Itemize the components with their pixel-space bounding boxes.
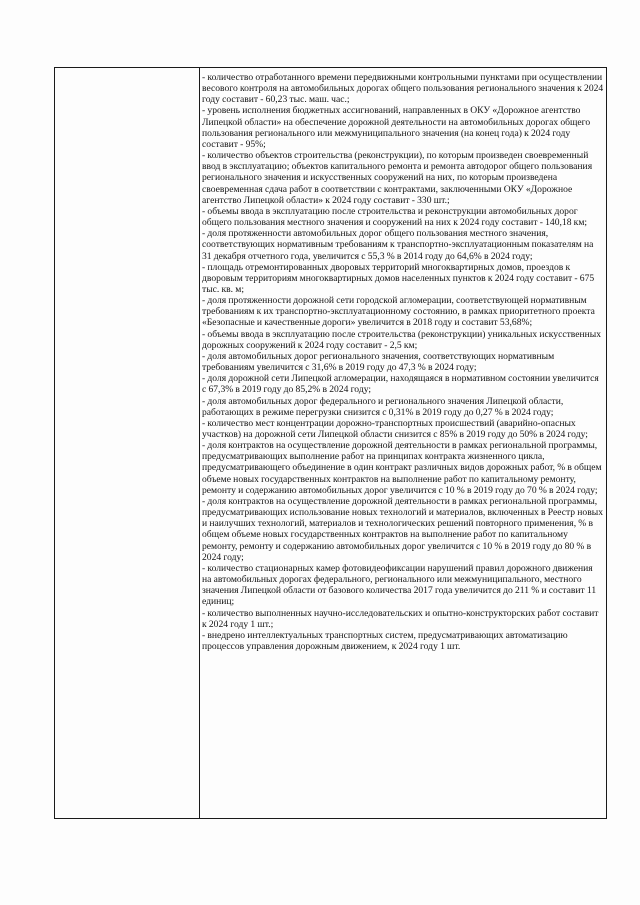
indicator-item: - объемы ввода в эксплуатацию после строительства (реконструкции) уникальных искусственных дорожных сооружений к 2024 году составит - 2,5 км; [202, 328, 602, 351]
indicator-item: - количество выполненных научно-исследовательских и опытно-конструкторских работ составит к 2024 году 1 шт.; [202, 607, 599, 630]
indicator-item: - доля автомобильных дорог регионального значения, соответствующих нормативным требованиям увеличится с 31,6% в 2019 году до 47,3 % в 2024 году; [202, 350, 555, 374]
indicator-item: - доля контрактов на осуществление дорожной деятельности в рамках региональной программы, предусматривающих использование новых технологий и материалов, включенных в Реестр новых и наилучших технологий, материалов и технологических решений повторного применения, % в общем объеме новых государственных контрактов на выполнение работ по капитальному ремонту, ремонту и содержанию автомобильных дорог увеличится с 10 % в 2019 году до 80 % в 2024 году; [202, 495, 604, 563]
indicator-item: - доля автомобильных дорог федерального и регионального значения Липецкой области, работающих в режиме перегрузки снизится с 0,31% в 2019 году до 0,27 % в 2024 году; [202, 395, 564, 418]
indicator-item: - доля дорожной сети Липецкой агломерации, находящаяся в нормативном состоянии увеличится с 67,3% в 2019 году до 85,2% в 2024 году; [202, 373, 599, 396]
indicator-item: - количество отработанного времени передвижными контрольными пунктами при осуществлении весового контроля на автомобильных дорогах общего пользования регионального значения к 2024 году составит - 60,23 тыс. маш. час.; [202, 72, 604, 106]
indicator-item: - количество объектов строительства (реконструкции), по которым произведен своевременный ввод в эксплуатацию; объектов капитального ремонта и ремонта автодорог общего пользования регионального значения и искусственных сооружений на них, по которым произведена своевременная сдача работ в соответствии с контрактами, заключенными ОКУ «Дорожное агентство Липецкой области» к 2024 году составит - 330 шт.; [202, 150, 593, 206]
indicator-item: - доля контрактов на осуществление дорожной деятельности в рамках региональной программы, предусматривающих выполнение работ на принципах контракта жизненного цикла, предусматривающего объединение в один контракт различных видов дорожных работ, % в общем объеме новых государственных контрактов на выполнение работ по капитальному ремонту, ремонту и содержанию автомобильных дорог увеличится с 10 % в 2019 году до 70 % в 2024 году; [202, 440, 602, 496]
table-right-cell [202, 72, 604, 816]
indicator-item: - внедрено интеллектуальных транспортных систем, предусматривающих автоматизацию процессов управления дорожным движением, к 2024 году 1 шт. [202, 629, 568, 652]
indicator-item: - количество стационарных камер фотовидеофиксации нарушений правил дорожного движения на автомобильных дорогах федерального, регионального или межмуниципального, местного значения Липецкой области от базового количества 2017 года увеличится до 211 % и составит 11 единиц; [202, 562, 597, 608]
column-divider [199, 67, 200, 819]
indicator-item: - объемы ввода в эксплуатацию после строительства и реконструкции автомобильных дорог общего пользования местного значения и сооружений на них к 2024 году составит - 140,18 км; [202, 205, 588, 229]
indicator-item: - количество мест концентрации дорожно-транспортных происшествий (аварийно-опасных участков) на дорожной сети Липецкой области снизится с 85% в 2019 году до 50% в 2024 году; [202, 417, 588, 440]
indicator-item: - уровень исполнения бюджетных ассигнований, направленных в ОКУ «Дорожное агентство Липецкой области» на обеспечение дорожной деятельности на автомобильных дорогах общего пользования регионального или межмуниципального значения (на конец года) к 2024 году составит - 95%; [202, 105, 591, 150]
indicator-item: - площадь отремонтированных дворовых территорий многоквартирных домов, проездов к дворовым территориям многоквартирных домов населенных пунктов к 2024 году составит - 675 тыс. кв. м; [202, 261, 595, 295]
indicator-item: - доля протяженности дорожной сети городской агломерации, соответствующей нормативным требованиям к их транспортно-эксплуатационному состоянию, в рамках приоритетного проекта «Безопасные и качественные дороги» увеличится в 2018 году и составит 53,68%; [202, 295, 595, 329]
table-left-cell-empty [55, 68, 199, 818]
indicator-item: - доля протяженности автомобильных дорог общего пользования местного значения, соответствующих нормативным требованиям к транспортно-эксплуатационным показателям на 31 декабря отчетного года, увеличится с 55,3 % в 2014 году до 64,6% в 2024 году; [202, 228, 594, 262]
